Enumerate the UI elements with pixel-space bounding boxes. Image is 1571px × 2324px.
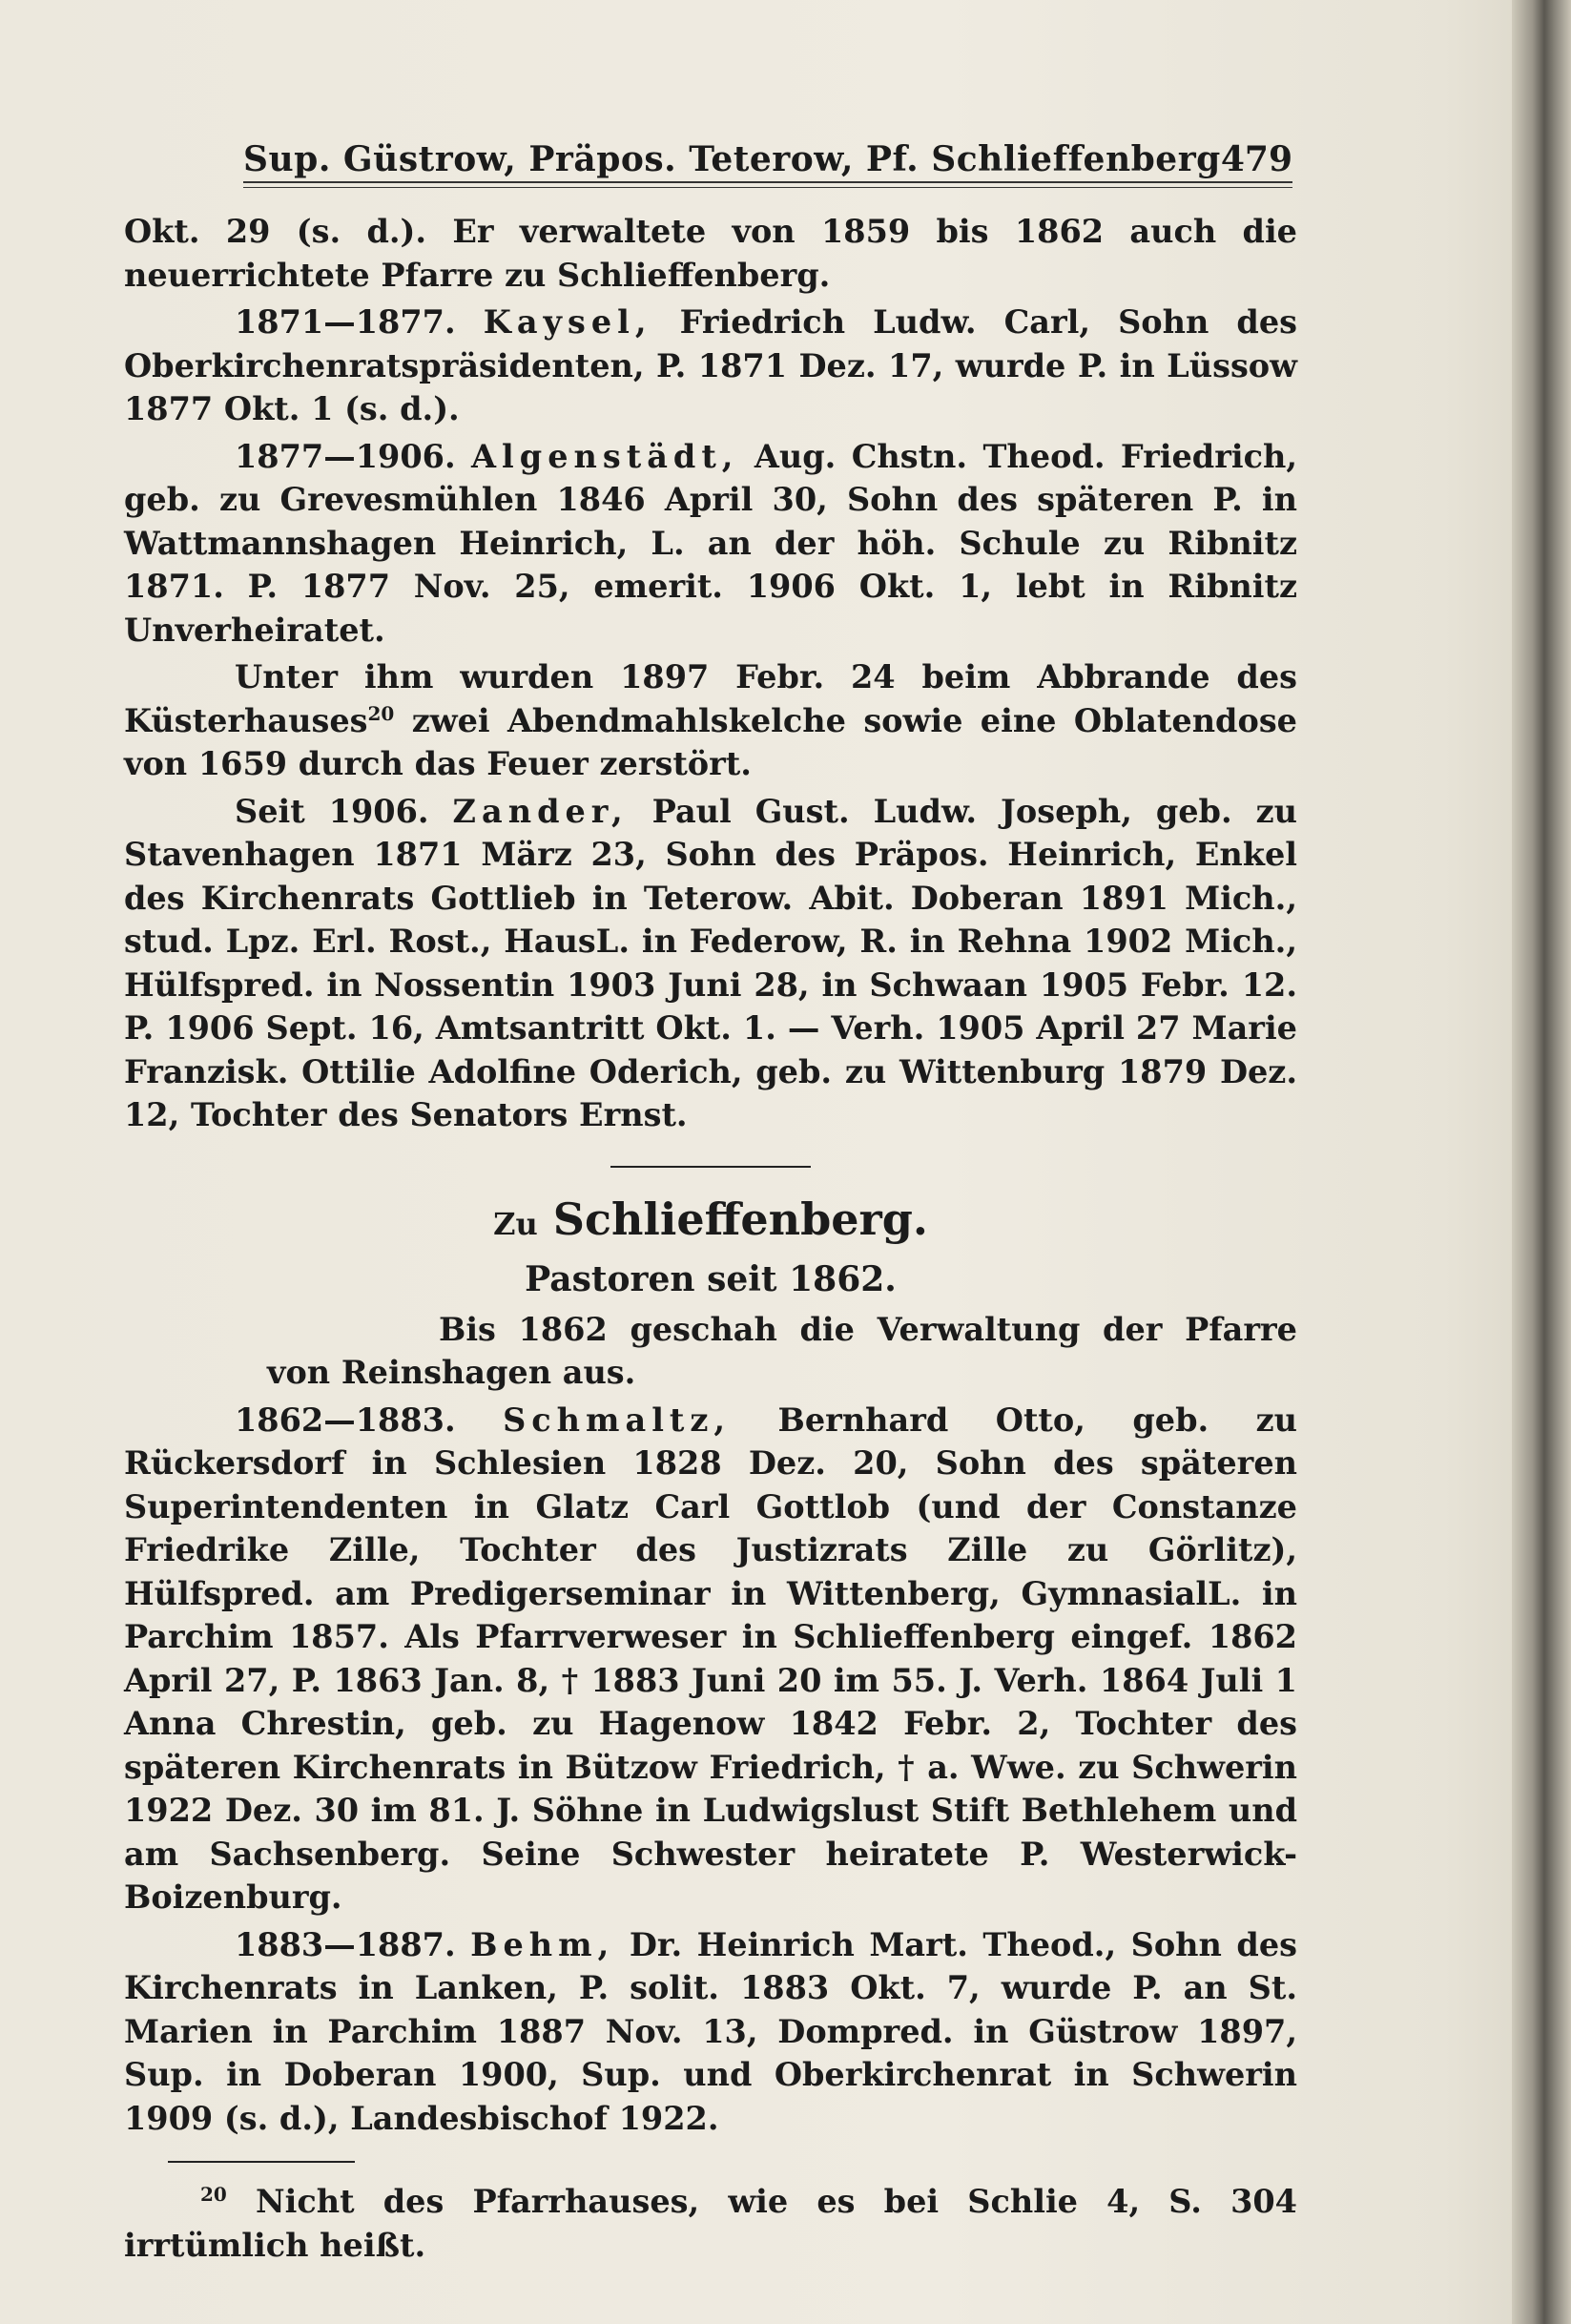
entry-years: 1883—1887. bbox=[235, 1925, 456, 1963]
entry-name: Algenstädt, bbox=[471, 437, 739, 475]
section-note: Bis 1862 geschah die Verwaltung der Pfarre von Reinshagen aus. bbox=[267, 1310, 1297, 1391]
entry-years: Seit 1906. bbox=[235, 792, 429, 830]
header-title: Sup. Güstrow, Präpos. Teterow, Pf. Schlieffenberg bbox=[243, 139, 1221, 179]
entry-text: Paul Gust. Ludw. Joseph, geb. zu Stavenhagen 1871 März 23, Sohn des Präpos. Heinrich, Enkel des Kirchenrats Gottlieb in Teterow. Abit. Doberan 1891 Mich., stud. Lpz. Erl. Rost., HausL. in Federow, R. in Rehna 1902 Mich., Hülfspred. in Nossentin 1903 Juni 28, in Schwaan 1905 Febr. 12. P. 1906 Sept. 16, Amtsantritt Okt. 1. — Verh. 1905 April 27 Marie Franzisk. Ottilie Adolfine Oderich, geb. zu Wittenburg 1879 Dez. 12, Tochter des Senators Ernst. bbox=[124, 792, 1297, 1133]
paragraph-fire bbox=[124, 655, 1297, 786]
entry-name: Kaysel, bbox=[483, 303, 652, 341]
entry-algenstaedt bbox=[124, 435, 1297, 653]
entry-name: Schmaltz, bbox=[503, 1401, 732, 1439]
entry-years: 1862—1883. bbox=[235, 1401, 456, 1439]
paragraph-text: zwei Abendmahlskelche sowie eine Oblatendose von 1659 durch das Feuer zerstört. bbox=[124, 701, 1297, 782]
footnote-text: Nicht des Pfarrhauses, wie es bei Schlie 4, S. 304 irrtümlich heißt. bbox=[124, 2183, 1297, 2264]
section-title-prefix: Zu bbox=[493, 1205, 538, 1242]
entry-behm bbox=[124, 1923, 1297, 2141]
page-number: 479 bbox=[1220, 139, 1292, 179]
paragraph-continuation: Okt. 29 (s. d.). Er verwaltete von 1859 bis 1862 auch die neuerrichtete Pfarre zu Schlieffenberg. bbox=[124, 213, 1297, 294]
footnote-rule bbox=[168, 2161, 355, 2163]
header-rule-thin bbox=[243, 187, 1292, 188]
entry-schmaltz bbox=[124, 1399, 1297, 1919]
entry-kaysel bbox=[124, 301, 1297, 431]
entry-text: Bernhard Otto, geb. zu Rückersdorf in Schlesien 1828 Dez. 20, Sohn des späteren Superintendenten in Glatz Carl Gottlob (und der Constanze Friedrike Zille, Tochter des Justizrats Zille zu Görlitz), Hülfspred. am Predigerseminar in Wittenberg, GymnasialL. in Parchim 1857. Als Pfarrverweser in Schlieffenberg eingef. 1862 April 27, P. 1863 Jan. 8, † 1883 Juni 20 im 55. J. Verh. 1864 Juli 1 Anna Chrestin, geb. zu Hagenow 1842 Febr. 2, Tochter des späteren Kirchenrats in Bützow Friedrich, † a. Wwe. zu Schwerin 1922 Dez. 30 im 81. J. Söhne in Ludwigslust Stift Bethlehem und am Sachsenberg. Seine Schwester heiratete P. Westerwick-Boizenburg. bbox=[124, 1401, 1297, 1916]
entry-text: Friedrich Ludw. Carl, Sohn des Oberkirchenratspräsidenten, P. 1871 Dez. 17, wurde P. in Lüssow 1877 Okt. 1 (s. d.). bbox=[124, 303, 1297, 427]
entry-years: 1877—1906. bbox=[235, 437, 456, 475]
page-body bbox=[124, 210, 1297, 2271]
section-divider bbox=[610, 1166, 811, 1168]
page-gutter-shadow bbox=[1512, 0, 1571, 2324]
paragraph-text: Unter ihm wurden 1897 Febr. 24 beim Abbrande des Küsterhauses bbox=[124, 658, 1297, 739]
entry-name: Zander, bbox=[452, 792, 629, 830]
entry-text: Aug. Chstn. Theod. Friedrich, geb. zu Grevesmühlen 1846 April 30, Sohn des späteren P. in Wattmannshagen Heinrich, L. an der höh. Schule zu Ribnitz 1871. P. 1877 Nov. 25, emerit. 1906 Okt. 1, lebt in Ribnitz Unverheiratet. bbox=[124, 437, 1297, 649]
entry-zander bbox=[124, 790, 1297, 1137]
header-rule bbox=[243, 181, 1292, 183]
footnote-number: 20 bbox=[200, 2182, 227, 2206]
entry-years: 1871—1877. bbox=[235, 303, 456, 341]
section-title-text: Schlieffenberg. bbox=[552, 1193, 928, 1245]
running-header bbox=[243, 122, 1292, 179]
footnote-paragraph bbox=[124, 2180, 1297, 2267]
section-note-block bbox=[124, 1308, 1297, 1395]
entry-name: Behm, bbox=[470, 1925, 615, 1963]
entry-text: Dr. Heinrich Mart. Theod., Sohn des Kirchenrats in Lanken, P. solit. 1883 Okt. 7, wurde P. an St. Marien in Parchim 1887 Nov. 13, Dompred. in Güstrow 1897, Sup. in Doberan 1900, Sup. und Oberkirchenrat in Schwerin 1909 (s. d.), Landesbischof 1922. bbox=[124, 1925, 1297, 2137]
footnote-ref: 20 bbox=[367, 701, 395, 725]
section-title bbox=[124, 1189, 1297, 1255]
section-subtitle: Pastoren seit 1862. bbox=[525, 1258, 897, 1299]
footnote bbox=[124, 2180, 1297, 2267]
